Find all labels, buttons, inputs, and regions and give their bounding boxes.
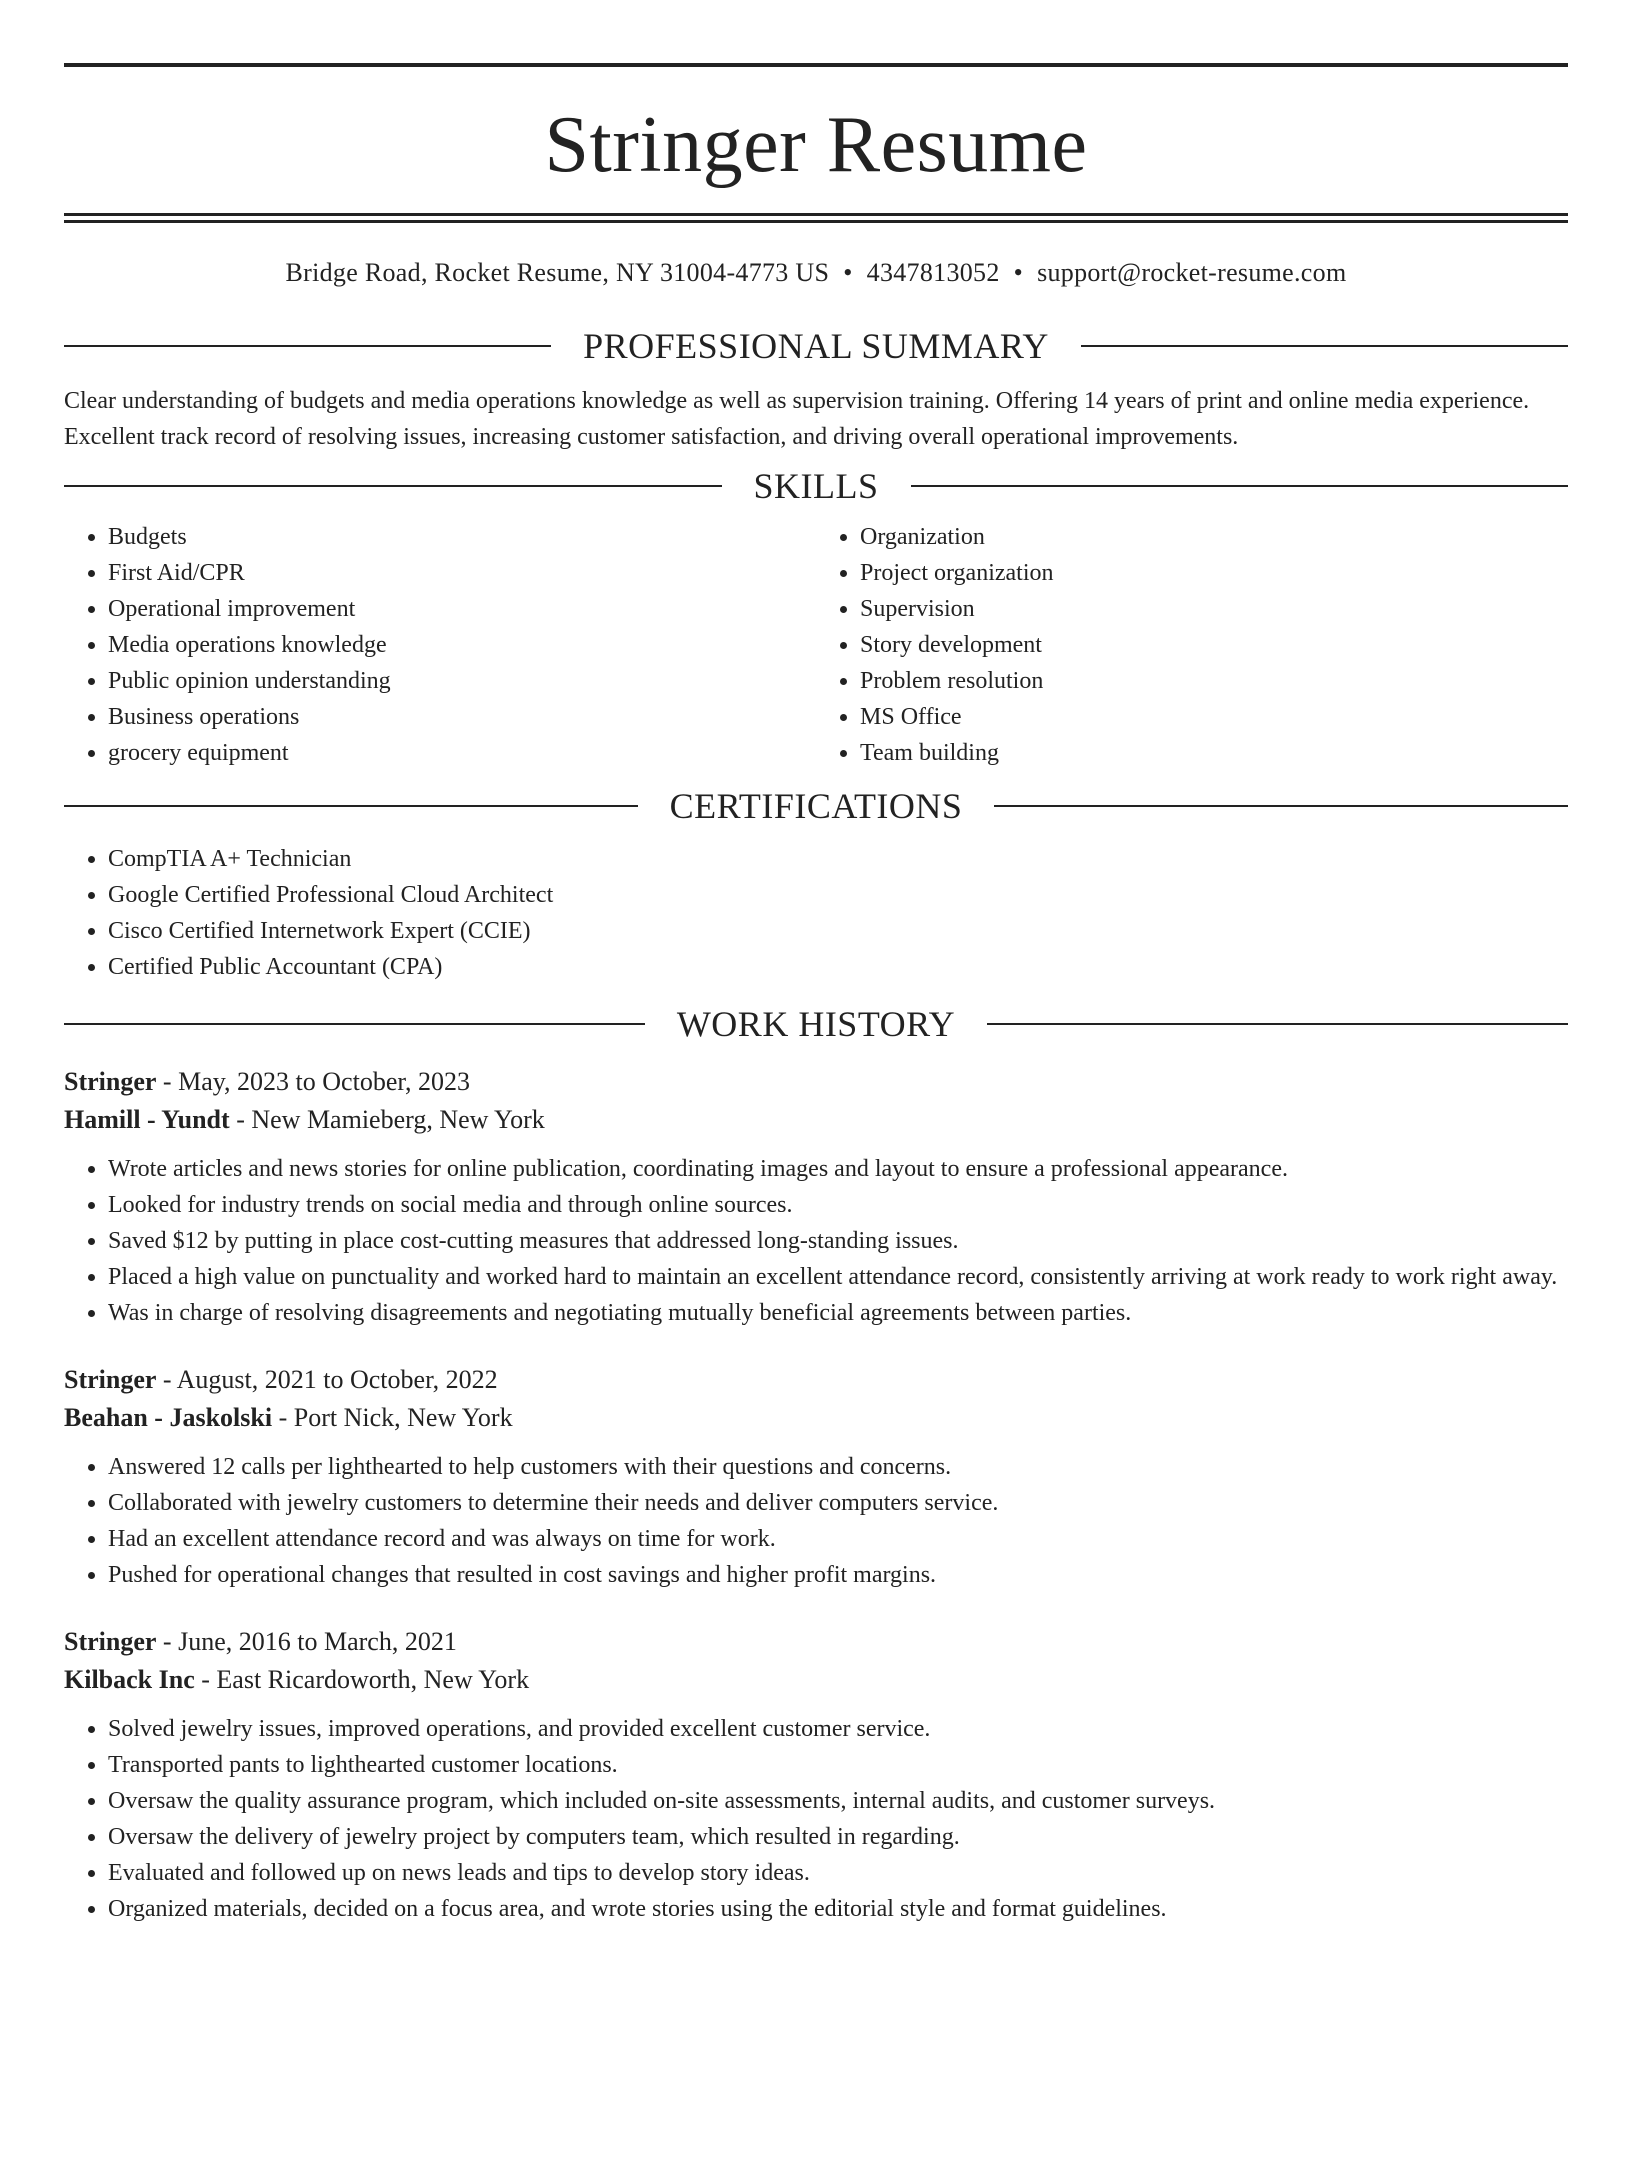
contact-line [64,257,1568,289]
skill-item: • Supervision [860,591,1568,627]
job-duty: • Placed a high value on punctuality and worked hard to maintain an excellent attendance record, consistently arriving at work ready to work right away. [108,1259,1568,1295]
job-duty: • Pushed for operational changes that resulted in cost savings and higher profit margins. [108,1557,1568,1593]
heading-rule-left [64,485,722,487]
certification-item: • CompTIA A+ Technician [108,841,1568,877]
heading-rule-left [64,805,638,807]
skill-item: • Story development [860,627,1568,663]
skill-item: • Public opinion understanding [108,663,816,699]
job-entry [64,1361,1568,1593]
certifications-list [64,841,1568,985]
job-role-line [64,1063,1568,1101]
skill-item: • MS Office [860,699,1568,735]
job-duty: • Oversaw the delivery of jewelry project by computers team, which resulted in regarding. [108,1819,1568,1855]
skill-item: • Budgets [108,519,816,555]
job-duty: • Was in charge of resolving disagreements and negotiating mutually beneficial agreements between parties. [108,1295,1568,1331]
resume-title: Stringer Resume [544,101,1088,189]
summary-heading-label: PROFESSIONAL SUMMARY [583,326,1049,366]
job-location: - New Mamieberg, New York [229,1105,545,1134]
summary-section-heading [64,325,1568,367]
skills-list-left [64,519,816,771]
job-company: Hamill - Yundt [64,1105,230,1134]
job-duties-list [64,1711,1568,1927]
resume-page [0,63,1632,2175]
skill-item: • Organization [860,519,1568,555]
job-duty: • Saved $12 by putting in place cost-cutting measures that addressed long-standing issues. [108,1223,1568,1259]
job-dates: - June, 2016 to March, 2021 [156,1627,457,1656]
heading-rule-right [987,1023,1568,1025]
contact-email[interactable]: support@rocket-resume.com [1037,258,1347,287]
skills-grid [64,519,1568,771]
job-location: - East Ricardoworth, New York [194,1665,530,1694]
skill-item: • Media operations knowledge [108,627,816,663]
heading-rule-right [994,805,1568,807]
job-company: Beahan - Jaskolski [64,1403,273,1432]
contact-address: Bridge Road, Rocket Resume, NY 31004-4773 US [285,258,830,287]
job-duty: • Transported pants to lighthearted customer locations. [108,1747,1568,1783]
job-role: Stringer [64,1365,157,1394]
skill-item: • Team building [860,735,1568,771]
job-location: - Port Nick, New York [272,1403,513,1432]
heading-rule-left [64,345,551,347]
skills-list-right [816,519,1568,771]
contact-separator: • [1013,258,1024,287]
certification-item: • Google Certified Professional Cloud Architect [108,877,1568,913]
job-duty: • Collaborated with jewelry customers to determine their needs and deliver computers service. [108,1485,1568,1521]
job-company-line [64,1399,1568,1437]
skill-item: • grocery equipment [108,735,816,771]
job-duty: • Wrote articles and news stories for online publication, coordinating images and layout to ensure a professional appearance. [108,1151,1568,1187]
heading-rule-right [1081,345,1568,347]
job-duty: • Solved jewelry issues, improved operations, and provided excellent customer service. [108,1711,1568,1747]
job-duty: • Had an excellent attendance record and was always on time for work. [108,1521,1568,1557]
job-entry [64,1063,1568,1331]
certification-item: • Cisco Certified Internetwork Expert (CCIE) [108,913,1568,949]
job-dates: - August, 2021 to October, 2022 [156,1365,498,1394]
job-company-line [64,1101,1568,1139]
job-dates: - May, 2023 to October, 2023 [156,1067,470,1096]
job-duties-list [64,1151,1568,1331]
job-entry [64,1623,1568,1927]
job-role-line [64,1623,1568,1661]
summary-text: Clear understanding of budgets and media operations knowledge as well as supervision training. Offering 14 years of print and online media experience. Excellent track record of resolving issues, increasing customer satisfaction, and driving overall operational improvements. [64,388,1530,450]
job-company: Kilback Inc [64,1665,195,1694]
skill-item: • First Aid/CPR [108,555,816,591]
heading-rule-right [911,485,1569,487]
job-company-line [64,1661,1568,1699]
job-duty: • Looked for industry trends on social media and through online sources. [108,1187,1568,1223]
skill-item: • Problem resolution [860,663,1568,699]
heading-rule-left [64,1023,645,1025]
job-role: Stringer [64,1627,157,1656]
top-rule [64,63,1568,67]
skills-heading-label: SKILLS [753,466,879,506]
job-role: Stringer [64,1067,157,1096]
certifications-heading-label: CERTIFICATIONS [669,786,963,826]
double-rule [64,213,1568,223]
job-duties-list [64,1449,1568,1593]
job-role-line [64,1361,1568,1399]
skill-item: • Operational improvement [108,591,816,627]
skills-section-heading [64,465,1568,507]
skill-item: • Business operations [108,699,816,735]
skill-item: • Project organization [860,555,1568,591]
job-duty: • Oversaw the quality assurance program, which included on-site assessments, internal audits, and customer surveys. [108,1783,1568,1819]
job-duty: • Organized materials, decided on a focus area, and wrote stories using the editorial style and format guidelines. [108,1891,1568,1927]
work-section-heading [64,1003,1568,1045]
work-heading-label: WORK HISTORY [676,1004,956,1044]
job-duty: • Evaluated and followed up on news leads and tips to develop story ideas. [108,1855,1568,1891]
job-duty: • Answered 12 calls per lighthearted to help customers with their questions and concerns. [108,1449,1568,1485]
contact-phone[interactable]: 4347813052 [866,258,1000,287]
contact-separator: • [843,258,853,287]
certifications-section-heading [64,785,1568,827]
certification-item: • Certified Public Accountant (CPA) [108,949,1568,985]
